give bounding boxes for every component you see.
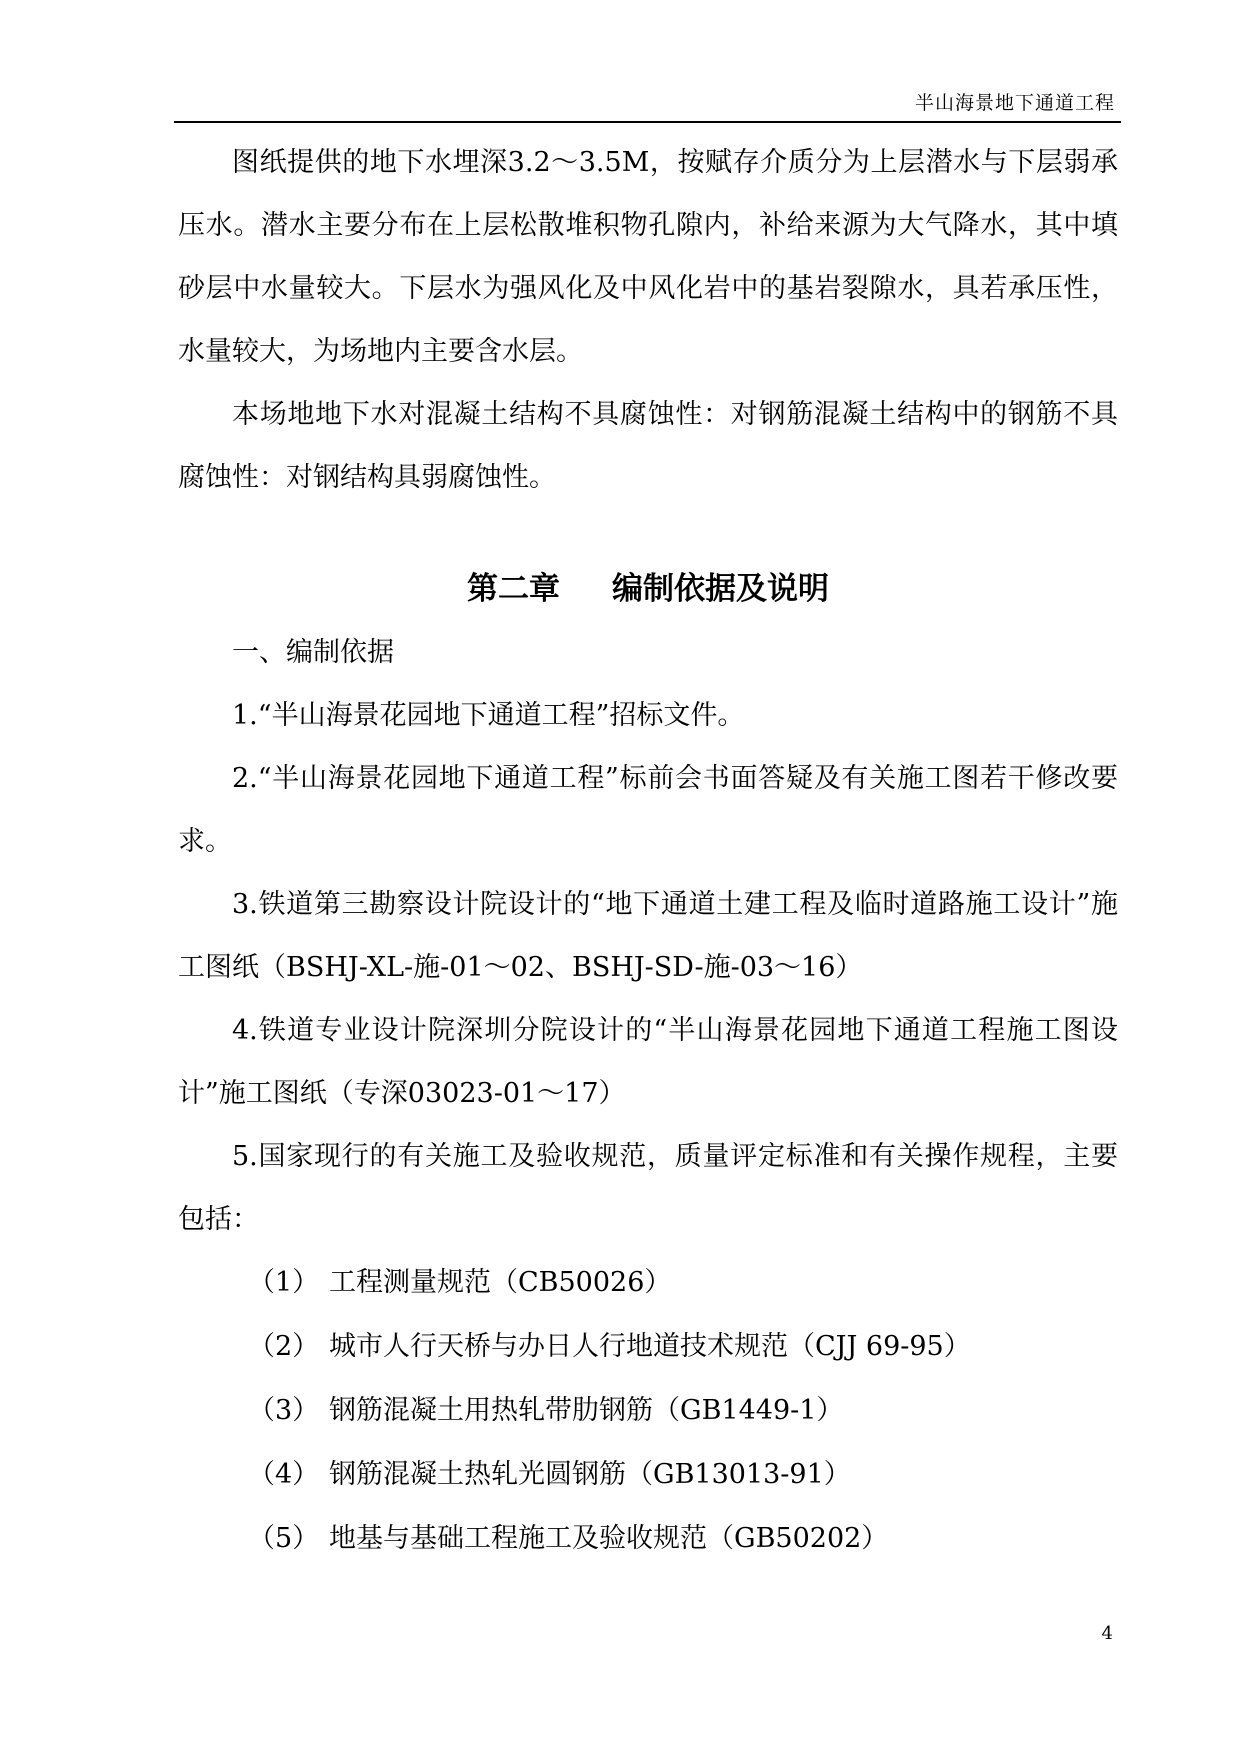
page-number: 4 xyxy=(1101,1623,1113,1644)
standard-text: 钢筋混凝土热轧光圆钢筋（GB13013-91） xyxy=(329,1459,851,1490)
section-heading: 一、编制依据 xyxy=(232,637,394,668)
basis-item: 3.铁道第三勘察设计院设计的“地下通道土建工程及临时道路施工设计”施工图纸（BSHJ-XL-施-01～02、BSHJ-SD-施-03～16） xyxy=(178,889,1118,983)
chapter-name: 编制依据及说明 xyxy=(612,571,829,607)
standard-item xyxy=(178,1443,1118,1507)
standard-number: （5） xyxy=(248,1523,320,1554)
basis-item: 5.国家现行的有关施工及验收规范，质量评定标准和有关操作规程，主要包括： xyxy=(178,1141,1118,1235)
chapter-number: 第二章 xyxy=(467,571,560,607)
standard-item xyxy=(178,1507,1118,1571)
header-divider xyxy=(174,121,1121,123)
standard-item xyxy=(178,1315,1118,1379)
standard-text: 城市人行天桥与办日人行地道技术规范（CJJ 69-95） xyxy=(329,1331,971,1362)
running-header: 半山海景地下通道工程 xyxy=(914,92,1115,114)
basis-item: 1.“半山海景花园地下通道工程”招标文件。 xyxy=(232,700,745,731)
corrosion-paragraph: 本场地地下水对混凝土结构不具腐蚀性：对钢筋混凝土结构中的钢筋不具腐蚀性：对钢结构具弱腐蚀性。 xyxy=(178,399,1118,493)
standard-text: 工程测量规范（CB50026） xyxy=(329,1267,672,1298)
basis-item: 4.铁道专业设计院深圳分院设计的“半山海景花园地下通道工程施工图设计”施工图纸（专深03023-01～17） xyxy=(178,1015,1118,1109)
standard-text: 钢筋混凝土用热轧带肋钢筋（GB1449-1） xyxy=(329,1395,844,1426)
standard-number: （2） xyxy=(248,1331,320,1362)
standard-number: （1） xyxy=(248,1267,320,1298)
standard-item xyxy=(178,1379,1118,1443)
basis-item: 2.“半山海景花园地下通道工程”标前会书面答疑及有关施工图若干修改要求。 xyxy=(178,763,1118,857)
page-body xyxy=(178,131,1118,1571)
chapter-title xyxy=(178,557,1118,621)
standard-number: （4） xyxy=(248,1459,320,1490)
standard-item xyxy=(178,1251,1118,1315)
groundwater-paragraph: 图纸提供的地下水埋深3.2～3.5M，按赋存介质分为上层潜水与下层弱承压水。潜水主要分布在上层松散堆积物孔隙内，补给来源为大气降水，其中填砂层中水量较大。下层水为强风化及中风化岩中的基岩裂隙水，具若承压性，水量较大，为场地内主要含水层。 xyxy=(178,147,1118,367)
standard-number: （3） xyxy=(248,1395,320,1426)
standard-text: 地基与基础工程施工及验收规范（GB50202） xyxy=(329,1523,889,1554)
